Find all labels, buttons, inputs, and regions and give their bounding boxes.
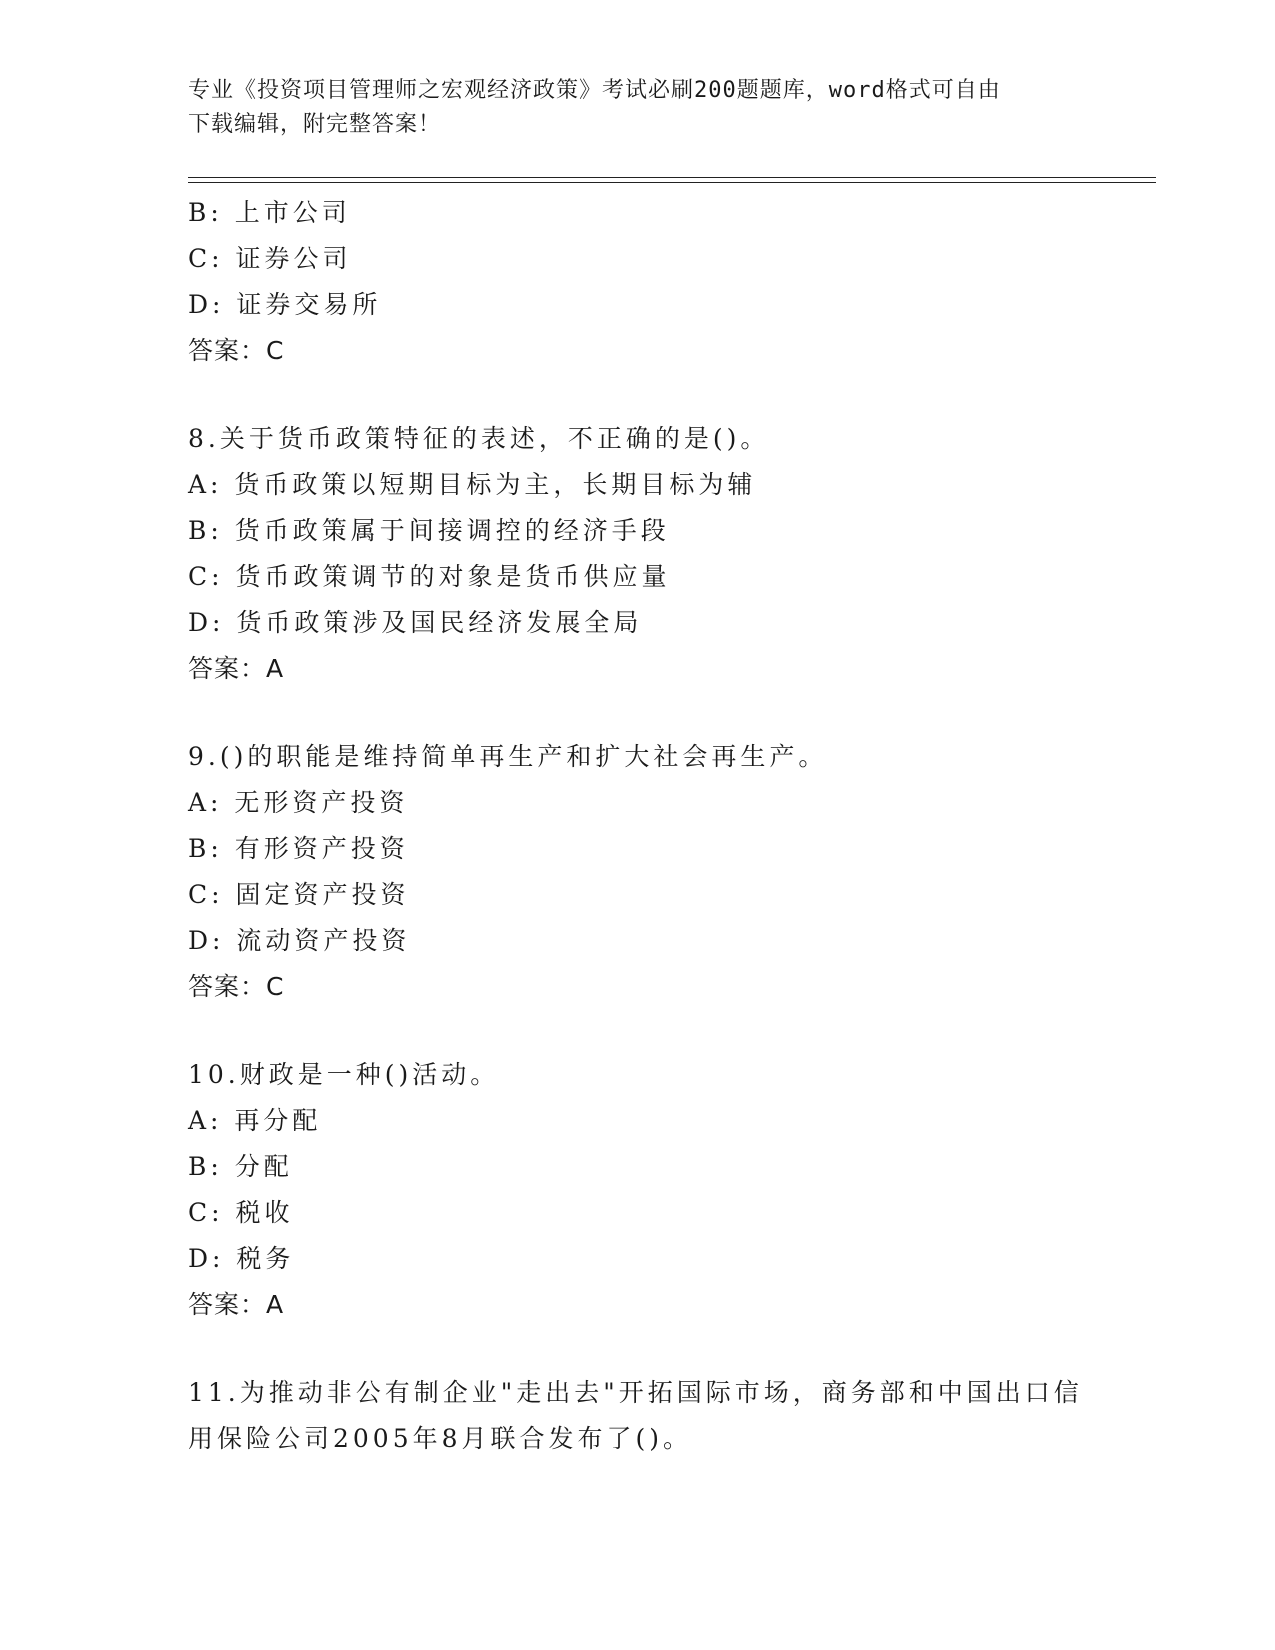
- option-c: C: 税收: [188, 1198, 294, 1227]
- option-d: D: 货币政策涉及国民经济发展全局: [188, 608, 643, 637]
- option-b: B: 分配: [188, 1152, 293, 1181]
- option-a: A: 无形资产投资: [188, 788, 409, 817]
- option-a: A: 货币政策以短期目标为主，长期目标为辅: [188, 470, 757, 499]
- option-b: B: 货币政策属于间接调控的经济手段: [188, 516, 670, 545]
- option-b: B: 上市公司: [188, 198, 351, 227]
- question-block-9: [188, 734, 1148, 1010]
- answer-line: 答案：A: [188, 654, 285, 683]
- question-block-7: [188, 190, 1148, 374]
- header-line-1: 专业《投资项目管理师之宏观经济政策》考试必刷200题题库，word格式可自由: [188, 78, 1001, 103]
- option-c: C: 货币政策调节的对象是货币供应量: [188, 562, 671, 591]
- option-a: A: 再分配: [188, 1106, 322, 1135]
- question-stem-line-2: 用保险公司2005年8月联合发布了()。: [188, 1424, 693, 1453]
- question-block-10: [188, 1052, 1148, 1328]
- question-list: [188, 190, 1148, 1462]
- header-line-2: 下载编辑，附完整答案！: [188, 112, 442, 137]
- option-d: D: 流动资产投资: [188, 926, 411, 955]
- question-stem: 8.关于货币政策特征的表述，不正确的是()。: [188, 424, 770, 453]
- option-d: D: 证券交易所: [188, 290, 382, 319]
- header-divider-bottom: [188, 182, 1156, 183]
- header-divider-top: [188, 177, 1156, 178]
- answer-line: 答案：C: [188, 336, 285, 365]
- question-stem: 10.财政是一种()活动。: [188, 1060, 500, 1089]
- question-block-8: [188, 416, 1148, 692]
- option-b: B: 有形资产投资: [188, 834, 409, 863]
- option-c: C: 证券公司: [188, 244, 352, 273]
- question-stem-line-1: 11.为推动非公有制企业"走出去"开拓国际市场，商务部和中国出口信: [188, 1378, 1083, 1407]
- answer-line: 答案：C: [188, 972, 285, 1001]
- option-d: D: 税务: [188, 1244, 295, 1273]
- document-header: [188, 74, 1088, 142]
- question-block-11: [188, 1370, 1088, 1462]
- question-stem: 9.()的职能是维持简单再生产和扩大社会再生产。: [188, 742, 828, 771]
- answer-line: 答案：A: [188, 1290, 285, 1319]
- option-c: C: 固定资产投资: [188, 880, 410, 909]
